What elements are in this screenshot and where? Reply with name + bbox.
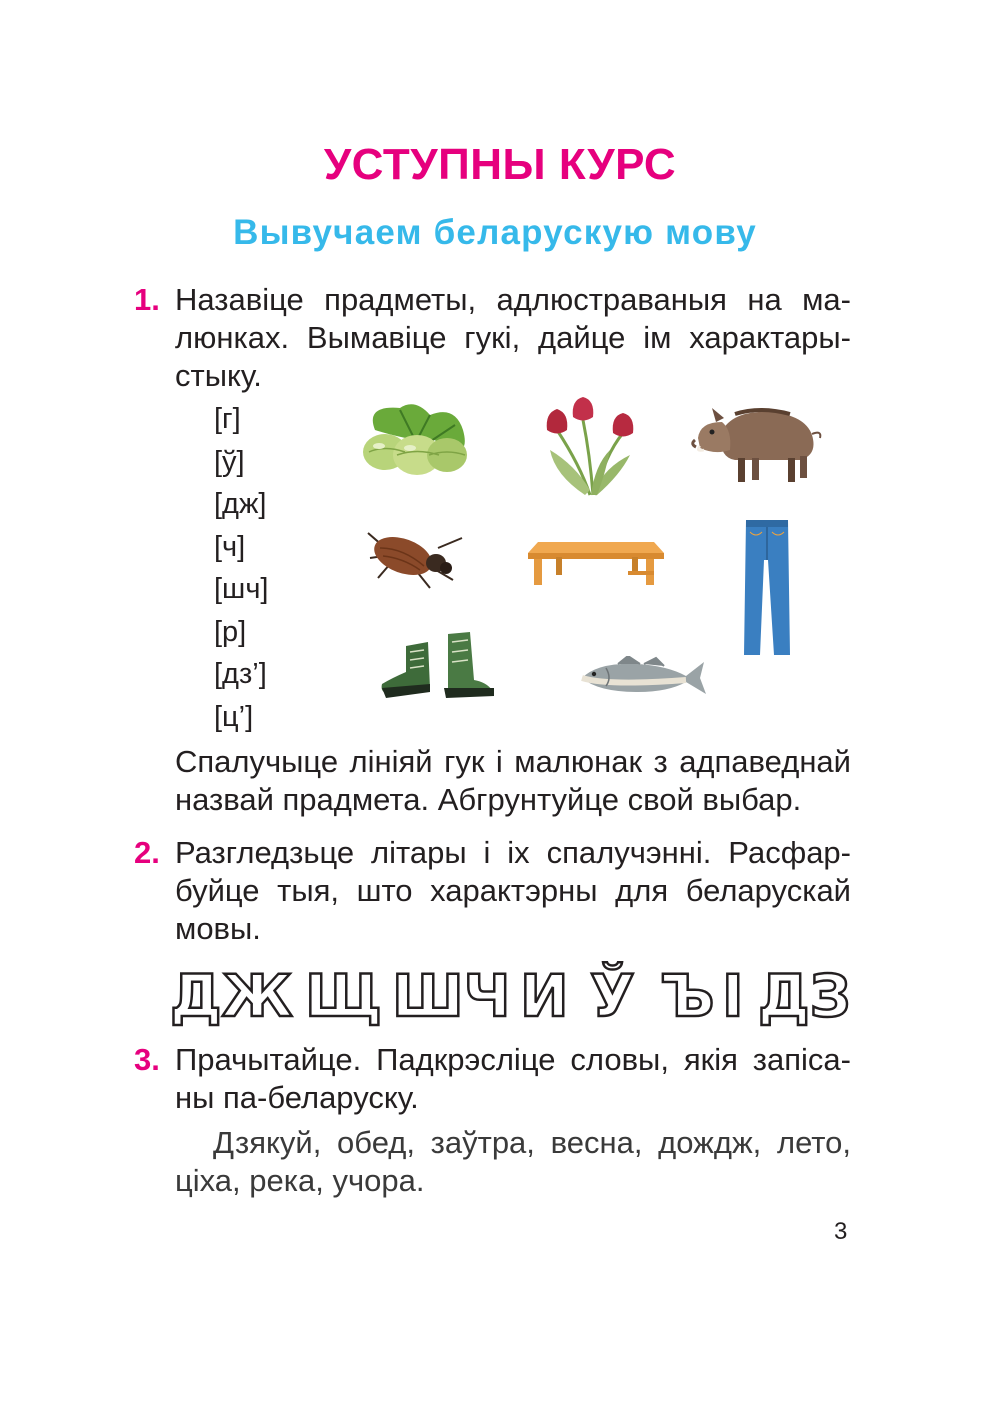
outline-letter: ДЖ	[170, 962, 293, 1030]
sound-item: [ў]	[214, 445, 245, 478]
exercise-1-line: стыку.	[175, 358, 262, 393]
exercise-2-text	[175, 834, 851, 948]
exercise-2-line: буйце тыя, што характэрны для беларускай	[175, 873, 851, 908]
outline-letter: Ў	[590, 962, 635, 1030]
exercise-1-task-line: Спалучыце лініяй гук і малюнак з адпаведнай	[175, 744, 851, 779]
sound-item: [р]	[214, 615, 247, 648]
words-line: Дзякуй, обед, заўтра, весна, дождж, лето,	[213, 1125, 851, 1160]
page-number: 3	[834, 1218, 848, 1245]
exercise-1-number: 1.	[134, 282, 160, 317]
wild-boar-picture	[690, 400, 825, 485]
exercise-3-line: ны па-беларуску.	[175, 1080, 419, 1115]
page-title: УСТУПНЫ КУРС	[323, 140, 677, 189]
words-line: ціха, река, учора.	[175, 1163, 425, 1198]
sound-item: [ч]	[214, 530, 246, 563]
sound-item: [дж]	[214, 488, 267, 520]
gooseberry-picture	[355, 400, 475, 480]
outline-letter: ДЗ	[758, 962, 851, 1030]
outline-letter: И	[520, 962, 569, 1030]
exercise-3-number: 3.	[134, 1042, 160, 1077]
outline-letter: ШЧ	[392, 962, 511, 1030]
exercise-1-line: Назавіце прадметы, адлюстраваныя на ма-	[175, 282, 851, 317]
table-picture	[528, 537, 668, 587]
exercise-1-text	[175, 281, 851, 395]
sound-item: [шч]	[214, 573, 269, 605]
tulips-picture	[535, 395, 645, 500]
outline-letters	[170, 960, 860, 1030]
sound-item: [г]	[214, 403, 241, 435]
sound-item: [дз’]	[214, 658, 267, 690]
jeans-picture	[742, 520, 792, 660]
exercise-1-line: люнках. Вымавіце гукі, дайце ім характары-	[175, 320, 851, 355]
sound-item: [ц’]	[214, 700, 254, 733]
beetle-picture	[358, 518, 468, 593]
outline-letter: І	[722, 962, 744, 1030]
outline-letter: Ъ	[660, 962, 715, 1030]
boots-picture	[378, 628, 498, 703]
fish-picture	[578, 656, 708, 698]
exercise-3-words	[175, 1124, 851, 1200]
exercise-1-task-line: назвай прадмета. Абгрунтуйце свой выбар.	[175, 782, 802, 817]
exercise-2-line: мовы.	[175, 911, 261, 946]
exercise-1-task	[175, 743, 851, 819]
exercise-2-line: Разгледзьце літары і іх спалучэнні. Расфар-	[175, 835, 851, 870]
exercise-3-text	[175, 1041, 851, 1117]
exercise-3-line: Прачытайце. Падкрэсліце словы, якія запіса-	[175, 1042, 851, 1077]
exercise-2-number: 2.	[134, 835, 160, 870]
sound-list	[214, 398, 269, 738]
page-subtitle: Вывучаем беларускую мову	[233, 213, 757, 252]
outline-letter: Щ	[305, 962, 382, 1030]
